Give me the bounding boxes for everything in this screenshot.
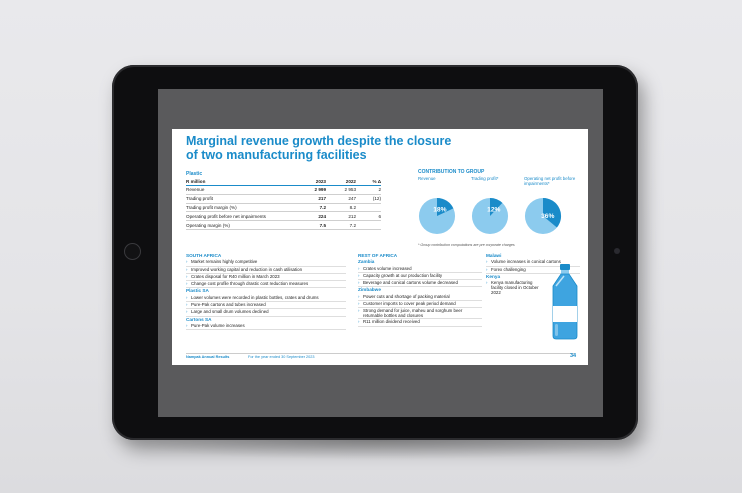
presentation-slide bbox=[172, 129, 588, 365]
list-item: › Strong demand for juice, maheu and sorghum beer returnable bottles and closures bbox=[358, 308, 482, 319]
footer-brand: Nampak Annual Results bbox=[186, 355, 230, 359]
table-row bbox=[186, 195, 381, 204]
home-button[interactable] bbox=[124, 243, 141, 260]
list-item: › Pure-Pak cartons and tubes increased bbox=[186, 302, 346, 309]
rest-of-africa-column bbox=[358, 253, 482, 327]
table-cell: 212 bbox=[348, 213, 356, 219]
table-cell: 7.2 bbox=[319, 204, 326, 210]
contribution-panel bbox=[418, 169, 583, 220]
list-item: › Improved working capital and reduction in cash utilisation bbox=[186, 267, 346, 274]
table-cell: (12) bbox=[372, 196, 381, 202]
list-item: › Power cuts and shortage of packing material bbox=[358, 294, 482, 301]
plastic-heading: Plastic bbox=[186, 171, 203, 177]
pie-label-operating-profit: Operating net profit before impairments* bbox=[524, 176, 576, 186]
contribution-heading: CONTRIBUTION TO GROUP bbox=[418, 169, 485, 175]
pie-chart-operating-profit bbox=[524, 197, 562, 235]
table-row bbox=[186, 221, 381, 230]
col-header: R million bbox=[186, 179, 206, 184]
table-cell: 2 bbox=[378, 187, 381, 193]
tablet-screen bbox=[158, 89, 603, 417]
table-cell: 2 953 bbox=[344, 187, 356, 193]
pie-chart-revenue bbox=[418, 197, 456, 235]
list-item: › Change cost profile through drastic cost reduction measures bbox=[186, 281, 346, 288]
zimbabwe-heading: Zimbabwe bbox=[358, 287, 381, 293]
table-cell: Revenue bbox=[186, 187, 205, 193]
plastic-sa-heading: Plastic SA bbox=[186, 288, 209, 294]
table-cell: 6 bbox=[378, 213, 381, 219]
malawi-heading: Malawi bbox=[486, 253, 502, 258]
footer-period: For the year ended 30 September 2023 bbox=[248, 355, 315, 359]
south-africa-column bbox=[186, 253, 346, 330]
list-item: › Volume increases in conical cartons bbox=[486, 259, 580, 266]
rest-of-africa-heading: REST OF AFRICA bbox=[358, 253, 398, 258]
list-item: › Crates disposal for R40 million in March 2023 bbox=[186, 274, 346, 281]
table-cell: 7.2 bbox=[349, 222, 356, 228]
table-row bbox=[186, 186, 381, 195]
kenya-heading: Kenya bbox=[486, 273, 501, 279]
zambia-heading: Zambia bbox=[358, 259, 375, 265]
table-row bbox=[186, 212, 381, 221]
slide-title bbox=[186, 135, 516, 162]
title-line-1: Marginal revenue growth despite the closure bbox=[186, 134, 452, 148]
table-cell: Operating margin (%) bbox=[186, 222, 230, 228]
table-cell bbox=[356, 223, 381, 228]
camera-icon bbox=[614, 248, 620, 254]
title-line-2: of two manufacturing facilities bbox=[186, 147, 367, 162]
col-header: 2022 bbox=[345, 179, 356, 184]
list-item: › Customer imports to cover peak period demand bbox=[358, 301, 482, 308]
pie-percent: 12% bbox=[487, 206, 501, 214]
list-item: › Beverage and conical cartons volume decreased bbox=[358, 280, 482, 287]
list-item: › Pure-Pak volume increases bbox=[186, 323, 346, 330]
table-cell: 7.5 bbox=[319, 222, 326, 228]
list-item: › Capacity growth at our production facility bbox=[358, 273, 482, 280]
table-cell: 217 bbox=[318, 196, 326, 202]
page-number: 34 bbox=[570, 353, 577, 359]
list-item: › Market remains highly competitive bbox=[186, 259, 346, 266]
list-item: › R11 million dividend received bbox=[358, 319, 482, 326]
pie-label-revenue: Revenue bbox=[418, 176, 436, 181]
table-cell bbox=[356, 205, 381, 210]
col-header: % Δ bbox=[372, 179, 381, 184]
milk-bottle-icon bbox=[550, 264, 580, 340]
table-cell: 224 bbox=[318, 213, 326, 219]
list-item: › Large and small drum volumes declined bbox=[186, 309, 346, 316]
south-africa-heading: SOUTH AFRICA bbox=[186, 253, 222, 258]
table-cell: Operating profit before net impairments bbox=[186, 213, 266, 219]
list-item: › Forex challenging bbox=[486, 267, 580, 274]
plastic-table bbox=[186, 171, 381, 230]
table-cell: Trading profit margin (%) bbox=[186, 204, 237, 210]
table-cell: 247 bbox=[348, 196, 356, 202]
pie-label-trading-profit: Trading profit* bbox=[471, 176, 499, 181]
list-item: › Crates volume increased bbox=[358, 266, 482, 273]
col-header: 2023 bbox=[315, 179, 326, 184]
table-cell: 8.2 bbox=[349, 204, 356, 210]
table-header bbox=[186, 179, 381, 186]
contribution-footnote: * Group contribution computations are pre corporate charges bbox=[418, 243, 515, 247]
cartons-sa-heading: Cartons SA bbox=[186, 316, 212, 322]
list-item: › Lower volumes were recorded in plastic bottles, crates and drums bbox=[186, 295, 346, 302]
pie-chart-trading-profit bbox=[471, 197, 509, 235]
footer-divider bbox=[186, 353, 574, 354]
table-cell: 2 999 bbox=[314, 187, 326, 193]
table-cell: Trading profit bbox=[186, 196, 213, 202]
pie-percent: 36% bbox=[541, 212, 555, 220]
tablet-device bbox=[112, 65, 638, 440]
list-item: › Kenya manufacturing facility closed in October 2022 bbox=[486, 280, 539, 295]
table-row bbox=[186, 204, 381, 213]
pie-percent: 18% bbox=[433, 206, 447, 214]
